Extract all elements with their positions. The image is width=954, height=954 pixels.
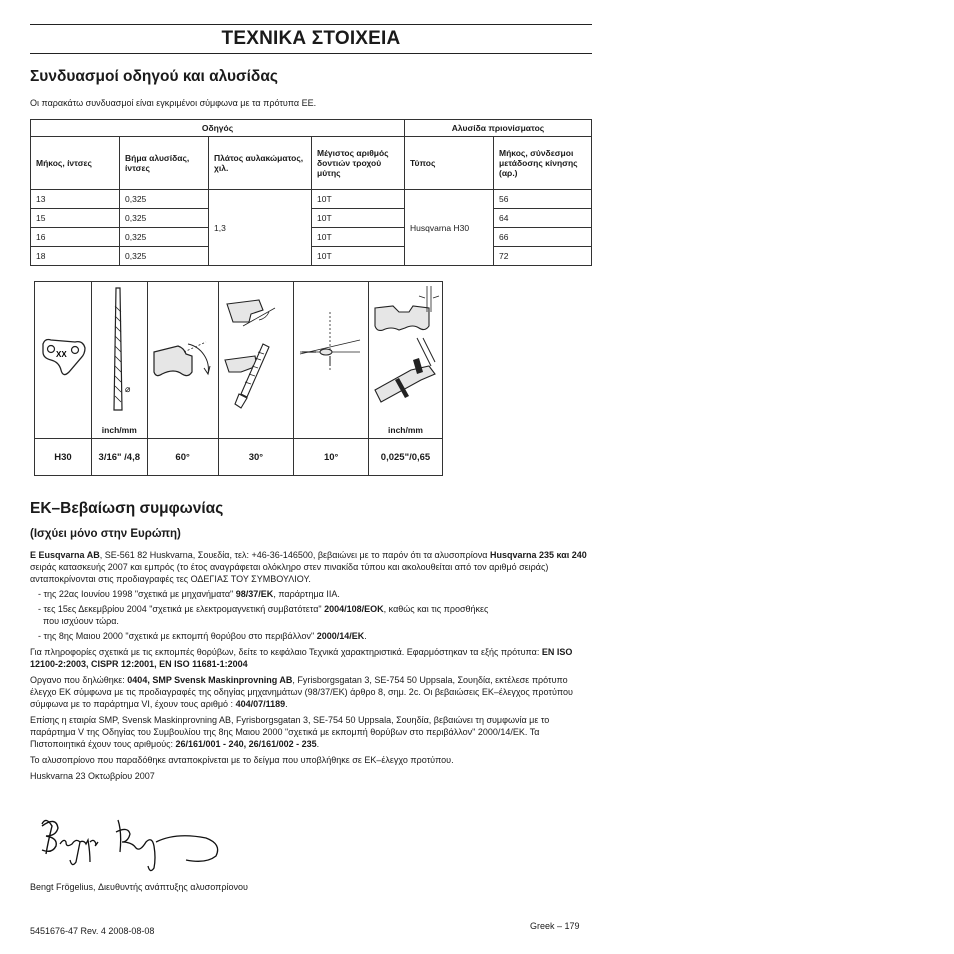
value-file-diameter: 3/16" /4,8 <box>91 439 147 476</box>
filing-angle-cell <box>218 282 294 439</box>
cell-groove: 1,3 <box>209 190 312 266</box>
group-chain-header: Αλυσίδα πριονίσματος <box>405 120 592 137</box>
file-picture-cell <box>91 282 147 439</box>
value-chain-type: H30 <box>35 439 92 476</box>
unit-label-left: inch/mm <box>101 425 137 435</box>
ec-text: Οργανο που δηλώθηκε: <box>30 675 125 685</box>
ec-text: σειράς κατασκευής 2007 και εμπρός (το έτος αναγράφεται ολόκληρο στεν πινακίδα τύπου και ακολουθείται από τον αριθμό σειράς) ανταποκρίνονται στις προδιαγραφές τες ΟΔΕΓΙΑΣ ΤΟΥ ΣΥΜΒΟΥΛΙΟΥ. <box>30 562 549 584</box>
col-nose: Μέγιστος αριθμός δοντιών τροχού μύτης <box>312 137 405 190</box>
signer-name: Bengt Frögelius, Διευθυντής ανάπτυξης αλυσοπρίονου <box>30 882 248 892</box>
diameter-symbol: ⌀ <box>124 385 131 395</box>
cell-pitch: 0,325 <box>120 228 209 247</box>
ec-directive-continuation: που ισχύουν τώρα. <box>43 616 119 626</box>
value-depth-gauge: 0,025"/0,65 <box>369 439 443 476</box>
ec-company: Ε Eusqvarna AB <box>30 550 100 560</box>
ec-certificate-numbers: 26/161/001 - 240, 26/161/002 - 235 <box>175 739 317 749</box>
cell-nose: 10T <box>312 190 405 209</box>
ec-directive-item <box>30 588 592 600</box>
cell-nose: 10T <box>312 247 405 266</box>
cutter-filing-angle-icon <box>219 282 294 438</box>
combos-intro: Οι παρακάτω συνδυασμοί είναι εγκριμένοι σύμφωνα με τα πρότυπα ΕΕ. <box>30 98 317 108</box>
signature-image <box>36 812 228 876</box>
cell-links: 66 <box>494 228 592 247</box>
ec-text: Επίσης η εταιρία SMP, Svensk Maskinprovning AB, Fyrisborgsgatan 3, SE-754 50 Uppsala, Σουηδία, βεβαιώνει τη συμφωνία με το παράρτημα V της Οδηγίας του Συμβουλίου της 8ης Μαιου 2000 "σχετικά με εκπομπή θορύβων στο περιβάλλον" 2000/14/ΕΚ. Τα Πιστοποιητικά έχουν τους αριθμούς: <box>30 715 550 749</box>
cell-chain-type: Husqvarna H30 <box>405 190 494 266</box>
ec-directive-item <box>30 603 592 615</box>
ec-text: Για πληροφορίες σχετικά με τις εκπομπές θορύβων, δείτε το κεφάλαιο Τεχνικά χαρακτηριστικά. Εφαρμόστηκαν τα εξής πρότυπα: <box>30 647 540 657</box>
ec-notified-body: 0404, SMP Svensk Maskinprovning AB <box>127 675 293 685</box>
ec-text: , Fyrisborgsgatan 3, SE-754 50 Uppsala, Σουηδία, εκτέλεσε πρότυπο έλεγχο ΕΚ σύμφωνα με τις προδιαγραφές της οδηγίας μηχανημάτων (98/37/ΕΚ) άρθρο 8, σημ. 2c. Οι βεβαιώσεις ΕΚ–έλεγχος προτύπου σύμφωνα με το παράρτημα VI, έχουν τους αριθμό : <box>30 675 573 709</box>
ec-paragraph <box>30 549 592 585</box>
cell-pitch: 0,325 <box>120 190 209 209</box>
ec-directive-code: 2004/108/ΕΟΚ <box>324 604 384 614</box>
file-tilt-angle-icon <box>294 282 368 438</box>
ec-certificate-number: 404/07/1189 <box>235 699 286 709</box>
unit-label-right: inch/mm <box>388 425 423 435</box>
ec-date: Huskvarna 23 Οκτωβρίου 2007 <box>30 771 155 781</box>
cell-length: 18 <box>31 247 120 266</box>
table-row <box>31 209 592 228</box>
ec-declaration-body <box>30 549 592 782</box>
cell-links: 56 <box>494 190 592 209</box>
ec-text: , καθώς και τις προσθήκες <box>383 604 489 614</box>
col-groove: Πλάτος αυλακώματος, χιλ. <box>209 137 312 190</box>
cell-length: 15 <box>31 209 120 228</box>
ec-paragraph: Το αλυσοπρίονο που παραδόθηκε ανταποκρίνεται με το δείγμα που υποβλήθηκε σε ΕΚ–έλεγχο προτύπου. <box>30 755 454 765</box>
table-row <box>31 228 592 247</box>
sharpening-spec-table <box>34 281 443 476</box>
value-tilt-angle: 10° <box>294 439 369 476</box>
chain-link-icon <box>35 282 91 438</box>
cell-pitch: 0,325 <box>120 247 209 266</box>
page-number: Greek – 179 <box>530 921 580 931</box>
page-title-bar <box>30 24 592 54</box>
col-pitch: Βήμα αλυσίδας, ίντσες <box>120 137 209 190</box>
ec-standards: EN ISO 12100-2:2003, CISPR 12:2001, EN ISO 11681-1:2004 <box>30 647 573 669</box>
top-plate-angle-cell <box>147 282 218 439</box>
group-guide-header: Οδηγός <box>31 120 405 137</box>
cell-links: 72 <box>494 247 592 266</box>
cell-pitch: 0,325 <box>120 209 209 228</box>
page-title: ΤΕΧΝΙΚΑ ΣΤΟΙΧΕΙΑ <box>221 28 401 49</box>
ec-directive-code: 2000/14/ΕΚ <box>316 631 365 641</box>
ec-paragraph <box>30 646 592 670</box>
chain-type-picture-cell <box>35 282 92 439</box>
col-type: Τύπος <box>405 137 494 190</box>
ec-text: - της 8ης Μαιου 2000 "σχετικά με εκπομπή θορύβου στο περιβάλλον" <box>38 631 315 641</box>
col-length: Μήκος, ίντσες <box>31 137 120 190</box>
cell-length: 13 <box>31 190 120 209</box>
ec-text: , SE-561 82 Huskvarna, Σουεδία, τελ: +46-36-146500, βεβαιώνει με το παρόν ότι τα αλυσοπρίονα <box>99 550 488 560</box>
table-row <box>31 190 592 209</box>
ec-text: - της 22ας Ιουνίου 1998 "σχετικά με μηχανήματα" <box>38 589 234 599</box>
round-file-icon <box>92 282 147 438</box>
depth-gauge-cell <box>369 282 443 439</box>
cell-links: 64 <box>494 209 592 228</box>
ec-heading: ΕΚ–Βεβαίωση συμφωνίας <box>30 500 224 517</box>
value-top-plate-angle: 60° <box>147 439 218 476</box>
ec-text: . <box>285 699 288 709</box>
cell-length: 16 <box>31 228 120 247</box>
cell-nose: 10T <box>312 228 405 247</box>
value-filing-angle: 30° <box>218 439 294 476</box>
ec-directive-item <box>30 630 592 642</box>
cutter-top-angle-icon <box>148 282 218 438</box>
chain-code-label: XX <box>56 350 67 359</box>
tilt-angle-cell <box>294 282 369 439</box>
depth-gauge-icon <box>369 282 442 438</box>
document-number: 5451676-47 Rev. 4 2008-08-08 <box>30 926 155 936</box>
ec-subheading: (Ισχύει μόνο στην Ευρώπη) <box>30 528 181 540</box>
col-links: Μήκος, σύνδεσμοι μετάδοσης κίνησης (αρ.) <box>494 137 592 190</box>
ec-text: , παράρτημα IIA. <box>273 589 340 599</box>
ec-directive-code: 98/37/ΕΚ <box>235 589 274 599</box>
combos-heading: Συνδυασμοί οδηγού και αλυσίδας <box>30 68 278 85</box>
ec-text: . <box>364 631 367 641</box>
ec-text: . <box>316 739 320 749</box>
ec-paragraph <box>30 714 592 750</box>
ec-paragraph <box>30 674 592 710</box>
cell-nose: 10T <box>312 209 405 228</box>
guide-chain-table <box>30 119 592 266</box>
ec-text: - τες 15ες Δεκεμβρίου 2004 "σχετικά με ελεκτρομαγνετική συμβατότετα" <box>38 604 322 614</box>
table-row <box>31 247 592 266</box>
ec-model: Husqvarna 235 και 240 <box>489 550 587 560</box>
